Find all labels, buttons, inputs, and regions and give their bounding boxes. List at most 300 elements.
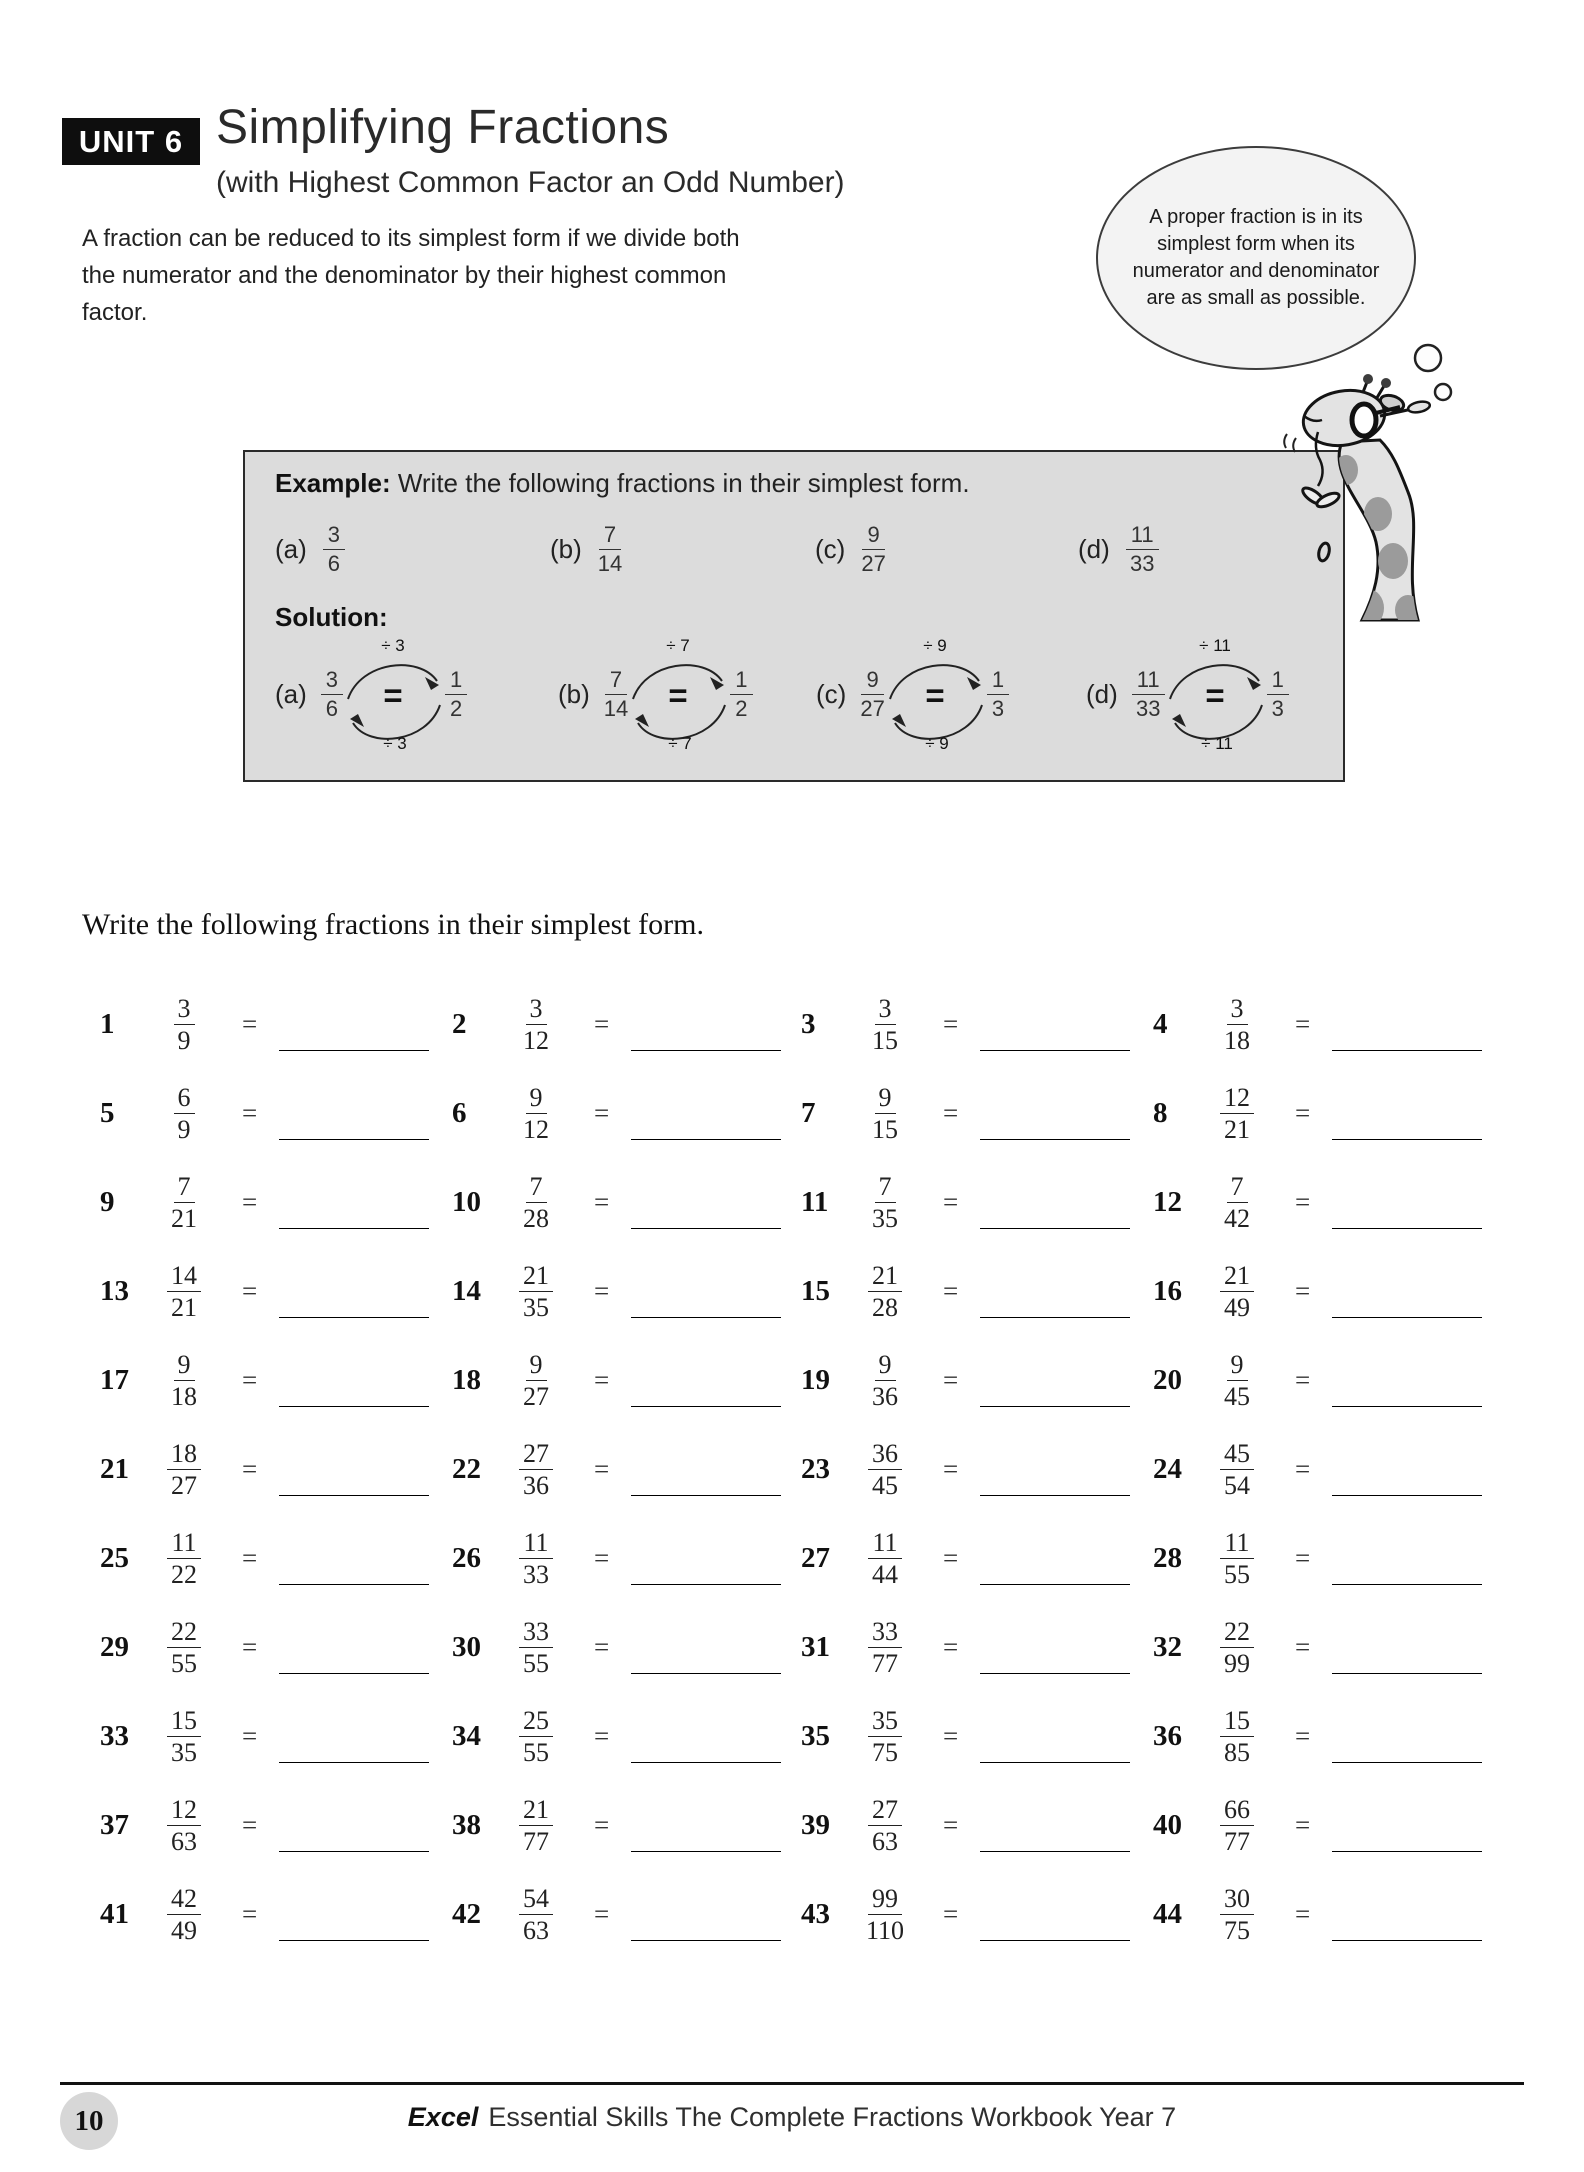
fraction	[1126, 523, 1159, 576]
problem-number: 11	[801, 1186, 829, 1218]
unit-label: UNIT 6	[78, 123, 184, 159]
answer-blank[interactable]	[980, 1050, 1130, 1051]
answer-blank[interactable]	[279, 1940, 429, 1941]
problem-number: 27	[801, 1542, 830, 1574]
fraction-denominator: 36	[872, 1382, 898, 1411]
fraction-denominator: 33	[523, 1560, 549, 1589]
fraction	[152, 1884, 216, 1945]
answer-blank[interactable]	[279, 1228, 429, 1229]
problem-number: 7	[801, 1097, 816, 1129]
problem-number: 35	[801, 1720, 830, 1752]
fraction-numerator: 33	[868, 1617, 902, 1648]
example-problem-label: (a)	[275, 534, 307, 564]
fraction-denominator: 85	[1224, 1738, 1250, 1767]
problem-number: 37	[100, 1809, 129, 1841]
equals-sign: =	[594, 1543, 610, 1573]
fraction-denominator: 9	[177, 1115, 191, 1144]
answer-blank[interactable]	[631, 1139, 781, 1140]
equals-sign: =	[1295, 1632, 1311, 1662]
fraction-denominator: 12	[523, 1115, 549, 1144]
problem-row	[1153, 1528, 1500, 1589]
fraction-numerator: 33	[519, 1617, 553, 1648]
problem-row	[1153, 1083, 1500, 1144]
fraction-numerator: 1	[445, 668, 467, 695]
fraction-numerator: 6	[174, 1083, 195, 1114]
fraction-numerator: 21	[519, 1795, 553, 1826]
answer-blank[interactable]	[631, 1406, 781, 1407]
fraction-denominator: 36	[523, 1471, 549, 1500]
footer-divider	[60, 2082, 1524, 2085]
problem-row	[452, 1706, 801, 1767]
equals-sign: =	[1295, 1810, 1311, 1840]
answer-blank[interactable]	[279, 1851, 429, 1852]
fraction-numerator: 9	[861, 668, 883, 695]
problem-row	[1153, 1172, 1500, 1233]
answer-blank[interactable]	[279, 1139, 429, 1140]
example-problem	[275, 523, 550, 576]
fraction	[504, 1083, 568, 1144]
problem-number: 44	[1153, 1898, 1182, 1930]
fraction-numerator: 12	[167, 1795, 201, 1826]
divisor-bottom-label: ÷ 11	[1200, 734, 1233, 753]
fraction	[1205, 1706, 1269, 1767]
problem-number: 17	[100, 1364, 129, 1396]
fraction-numerator: 7	[599, 523, 621, 550]
problem-row	[452, 1439, 801, 1500]
fraction	[853, 1172, 917, 1233]
problem-row	[100, 1528, 452, 1589]
fraction-denominator: 49	[171, 1916, 197, 1945]
equals-sign: =	[242, 1543, 258, 1573]
fraction-denominator: 27	[861, 551, 886, 576]
equals-sign: =	[943, 1098, 959, 1128]
equals-sign: =	[943, 1810, 959, 1840]
problem-number: 6	[452, 1097, 467, 1129]
equals-sign: =	[242, 1810, 258, 1840]
problem-row	[452, 994, 801, 1055]
problem-number: 16	[1153, 1275, 1182, 1307]
fraction-denominator: 110	[865, 1916, 905, 1945]
answer-blank[interactable]	[279, 1317, 429, 1318]
fraction-numerator: 22	[167, 1617, 201, 1648]
example-heading-text: Write the following fractions in their simplest form.	[390, 468, 970, 498]
problem-number: 24	[1153, 1453, 1182, 1485]
divisor-bottom-label: ÷ 9	[925, 734, 949, 753]
equals-sign: =	[383, 677, 403, 714]
equals-sign: =	[594, 1009, 610, 1039]
answer-blank[interactable]	[631, 1495, 781, 1496]
equals-sign: =	[943, 1365, 959, 1395]
answer-blank[interactable]	[279, 1050, 429, 1051]
problem-number: 15	[801, 1275, 830, 1307]
fraction	[1205, 1083, 1269, 1144]
equals-sign: =	[594, 1454, 610, 1484]
problem-number: 19	[801, 1364, 830, 1396]
page-subtitle: (with Highest Common Factor an Odd Number)	[216, 166, 845, 199]
problem-row	[801, 1528, 1153, 1589]
equals-sign: =	[943, 1454, 959, 1484]
answer-blank[interactable]	[980, 1317, 1130, 1318]
fraction	[504, 1884, 568, 1945]
solution-item-label: (a)	[275, 678, 307, 709]
fraction-denominator: 28	[523, 1204, 549, 1233]
fraction-numerator: 14	[167, 1261, 201, 1292]
problem-row	[452, 1617, 801, 1678]
equals-sign: =	[1295, 1899, 1311, 1929]
problem-number: 34	[452, 1720, 481, 1752]
fraction	[152, 1350, 216, 1411]
answer-blank[interactable]	[1332, 1584, 1482, 1585]
answer-blank[interactable]	[631, 1050, 781, 1051]
fraction-numerator: 9	[526, 1083, 547, 1114]
problem-row	[100, 1172, 452, 1233]
fraction	[504, 994, 568, 1055]
problem-number: 31	[801, 1631, 830, 1663]
fraction-denominator: 21	[171, 1204, 197, 1233]
fraction-denominator: 2	[735, 695, 748, 721]
problem-number: 12	[1153, 1186, 1182, 1218]
problem-number: 4	[1153, 1008, 1168, 1040]
problem-row	[100, 1795, 452, 1856]
result-fraction	[1267, 668, 1289, 721]
problem-number: 2	[452, 1008, 467, 1040]
fraction	[853, 1795, 917, 1856]
example-problem-label: (d)	[1078, 534, 1110, 564]
answer-blank[interactable]	[631, 1228, 781, 1229]
fraction-denominator: 35	[872, 1204, 898, 1233]
fraction-numerator: 11	[167, 1528, 200, 1559]
fraction-denominator: 55	[523, 1649, 549, 1678]
example-problem-label: (b)	[550, 534, 582, 564]
fraction-numerator: 3	[323, 523, 345, 550]
glasses	[1352, 404, 1376, 436]
problem-number: 8	[1153, 1097, 1168, 1129]
solution-item-label: (c)	[816, 678, 847, 709]
fraction	[1205, 1884, 1269, 1945]
fraction-numerator: 25	[519, 1706, 553, 1737]
divisor-top-label: ÷ 3	[381, 636, 405, 655]
fraction-denominator: 63	[171, 1827, 197, 1856]
equals-sign: =	[925, 677, 945, 714]
answer-blank[interactable]	[1332, 1673, 1482, 1674]
fraction	[1205, 1617, 1269, 1678]
fraction-numerator: 9	[875, 1083, 896, 1114]
fraction-denominator: 12	[523, 1026, 549, 1055]
divide-arrows-diagram	[335, 635, 453, 753]
fraction-numerator: 27	[868, 1795, 902, 1826]
bottom-arrowhead	[1172, 714, 1186, 727]
fraction	[323, 523, 345, 576]
divide-arrows-diagram	[620, 635, 738, 753]
divisor-top-label: ÷ 7	[666, 636, 691, 655]
fraction-numerator: 3	[875, 994, 896, 1025]
fraction	[152, 994, 216, 1055]
fraction	[861, 523, 885, 576]
equals-sign: =	[594, 1632, 610, 1662]
problem-number: 32	[1153, 1631, 1182, 1663]
problem-row	[801, 1439, 1153, 1500]
problem-row	[100, 1350, 452, 1411]
answer-blank[interactable]	[980, 1940, 1130, 1941]
answer-blank[interactable]	[279, 1673, 429, 1674]
problem-row	[801, 1350, 1153, 1411]
fraction-denominator: 35	[171, 1738, 197, 1767]
fraction-denominator: 18	[1224, 1026, 1250, 1055]
exercise-instruction: Write the following fractions in their simplest form.	[82, 908, 704, 941]
answer-blank[interactable]	[980, 1406, 1130, 1407]
result-fraction	[730, 668, 752, 721]
fraction-denominator: 6	[325, 695, 339, 721]
answer-blank[interactable]	[631, 1673, 781, 1674]
fraction-numerator: 35	[868, 1706, 902, 1737]
fraction	[504, 1528, 568, 1589]
fraction-numerator: 9	[875, 1350, 896, 1381]
answer-blank[interactable]	[980, 1495, 1130, 1496]
example-problem-label: (c)	[815, 534, 846, 564]
problem-number: 30	[452, 1631, 481, 1663]
fraction	[152, 1439, 216, 1500]
equals-sign: =	[242, 1454, 258, 1484]
fraction	[853, 1884, 917, 1945]
fraction-denominator: 3	[1271, 695, 1284, 721]
fraction-denominator: 28	[872, 1293, 898, 1322]
fraction-numerator: 12	[1220, 1083, 1254, 1114]
equals-sign: =	[594, 1098, 610, 1128]
problem-row	[100, 1083, 452, 1144]
problem-row	[1153, 1617, 1500, 1678]
equals-sign: =	[943, 1632, 959, 1662]
fraction-numerator: 1	[1267, 668, 1289, 695]
fraction-denominator: 63	[872, 1827, 898, 1856]
fraction	[853, 1617, 917, 1678]
fraction-denominator: 63	[523, 1916, 549, 1945]
problem-row	[100, 994, 452, 1055]
answer-blank[interactable]	[1332, 1317, 1482, 1318]
fraction-numerator: 11	[519, 1528, 552, 1559]
giraffe-illustration	[1280, 270, 1480, 630]
problem-row	[452, 1528, 801, 1589]
fraction-numerator: 15	[1220, 1706, 1254, 1737]
fraction	[504, 1172, 568, 1233]
fraction	[1205, 1439, 1269, 1500]
fraction	[152, 1528, 216, 1589]
fraction	[152, 1795, 216, 1856]
fraction-denominator: 42	[1224, 1204, 1250, 1233]
equals-sign: =	[943, 1721, 959, 1751]
fraction-denominator: 3	[991, 695, 1005, 721]
fraction	[598, 523, 622, 576]
fraction-numerator: 45	[1220, 1439, 1254, 1470]
top-arrowhead	[425, 677, 439, 690]
problem-row	[100, 1261, 452, 1322]
problem-row	[801, 1261, 1153, 1322]
fraction-numerator: 7	[174, 1172, 195, 1203]
problem-number: 20	[1153, 1364, 1182, 1396]
solution-item	[558, 635, 816, 753]
answer-blank[interactable]	[1332, 1050, 1482, 1051]
problem-number: 14	[452, 1275, 481, 1307]
motion-lines	[1284, 434, 1296, 452]
fraction-numerator: 66	[1220, 1795, 1254, 1826]
answer-blank[interactable]	[980, 1228, 1130, 1229]
fraction	[504, 1439, 568, 1500]
answer-blank[interactable]	[1332, 1851, 1482, 1852]
bottom-arrowhead	[635, 714, 649, 727]
problem-number: 39	[801, 1809, 830, 1841]
fraction-numerator: 3	[321, 668, 343, 695]
fraction-denominator: 15	[872, 1115, 898, 1144]
answer-blank[interactable]	[980, 1851, 1130, 1852]
answer-blank[interactable]	[631, 1940, 781, 1941]
answer-blank[interactable]	[1332, 1228, 1482, 1229]
equals-sign: =	[242, 1365, 258, 1395]
thought-bubble: A proper fraction is in its simplest form when its numerator and denominator are as small as possible.	[1096, 146, 1416, 370]
problem-row	[100, 1706, 452, 1767]
fraction	[853, 994, 917, 1055]
fraction-denominator: 75	[872, 1738, 898, 1767]
problem-row	[1153, 1795, 1500, 1856]
fraction	[504, 1350, 568, 1411]
divisor-bottom-label: ÷ 7	[668, 734, 693, 753]
fraction-numerator: 9	[862, 523, 884, 550]
divisor-top-label: ÷ 11	[1198, 636, 1231, 655]
answer-blank[interactable]	[631, 1584, 781, 1585]
equals-sign: =	[594, 1899, 610, 1929]
answer-blank[interactable]	[1332, 1495, 1482, 1496]
answer-blank[interactable]	[980, 1584, 1130, 1585]
fraction-numerator: 11	[1220, 1528, 1253, 1559]
answer-blank[interactable]	[1332, 1139, 1482, 1140]
equals-sign: =	[242, 1276, 258, 1306]
equals-sign: =	[1295, 1365, 1311, 1395]
problem-number: 10	[452, 1186, 481, 1218]
fraction-numerator: 36	[868, 1439, 902, 1470]
answer-blank[interactable]	[1332, 1762, 1482, 1763]
problem-number: 38	[452, 1809, 481, 1841]
fraction-numerator: 7	[526, 1172, 547, 1203]
problem-number: 1	[100, 1008, 115, 1040]
equals-sign: =	[242, 1187, 258, 1217]
fraction	[853, 1706, 917, 1767]
fraction-numerator: 7	[1227, 1172, 1248, 1203]
fraction	[1205, 1795, 1269, 1856]
fraction-denominator: 9	[177, 1026, 191, 1055]
equals-sign: =	[242, 1721, 258, 1751]
problem-number: 29	[100, 1631, 129, 1663]
equals-sign: =	[1295, 1543, 1311, 1573]
problem-row	[452, 1172, 801, 1233]
answer-blank[interactable]	[980, 1139, 1130, 1140]
problem-row	[452, 1350, 801, 1411]
unit-badge	[62, 118, 200, 165]
fraction-denominator: 55	[1224, 1560, 1250, 1589]
answer-blank[interactable]	[279, 1584, 429, 1585]
answer-blank[interactable]	[631, 1762, 781, 1763]
problem-row	[1153, 1439, 1500, 1500]
fraction-numerator: 9	[526, 1350, 547, 1381]
problem-row	[1153, 1350, 1500, 1411]
problem-number: 23	[801, 1453, 830, 1485]
fraction-denominator: 14	[597, 551, 623, 576]
fraction-denominator: 54	[1224, 1471, 1250, 1500]
fraction-numerator: 21	[1220, 1261, 1254, 1292]
fraction-denominator: 77	[1224, 1827, 1250, 1856]
fraction-denominator: 75	[1224, 1916, 1250, 1945]
fraction-denominator: 2	[450, 695, 463, 721]
fraction	[853, 1528, 917, 1589]
fraction-numerator: 30	[1220, 1884, 1254, 1915]
fraction-numerator: 21	[519, 1261, 553, 1292]
fraction-numerator: 15	[167, 1706, 201, 1737]
fraction	[504, 1617, 568, 1678]
fraction-denominator: 15	[872, 1026, 898, 1055]
problem-row	[801, 1795, 1153, 1856]
top-arrowhead	[967, 677, 981, 690]
answer-blank[interactable]	[279, 1762, 429, 1763]
example-heading	[275, 468, 1343, 499]
solution-item	[275, 635, 558, 753]
equals-sign: =	[943, 1187, 959, 1217]
fraction-numerator: 11	[1132, 668, 1165, 695]
divisor-bottom-label: ÷ 3	[383, 734, 407, 753]
problem-row	[452, 1083, 801, 1144]
fraction-denominator: 45	[872, 1471, 898, 1500]
problem-row	[1153, 1884, 1500, 1945]
fraction	[1205, 1261, 1269, 1322]
fraction-numerator: 3	[174, 994, 195, 1025]
fraction	[152, 1172, 216, 1233]
divisor-top-label: ÷ 9	[923, 636, 947, 655]
problem-row	[452, 1795, 801, 1856]
example-problems-row	[275, 523, 1343, 576]
fraction	[1205, 1172, 1269, 1233]
equals-sign: =	[594, 1810, 610, 1840]
twig-leaf	[1407, 400, 1431, 414]
fraction	[504, 1261, 568, 1322]
divide-arrows-diagram	[1157, 635, 1275, 753]
fraction-numerator: 22	[1220, 1617, 1254, 1648]
answer-blank[interactable]	[980, 1673, 1130, 1674]
answer-blank[interactable]	[631, 1851, 781, 1852]
equals-sign: =	[242, 1632, 258, 1662]
fraction-numerator: 42	[167, 1884, 201, 1915]
fraction	[853, 1439, 917, 1500]
example-problem	[550, 523, 815, 576]
equals-sign: =	[668, 677, 688, 714]
fraction-denominator: 77	[872, 1649, 898, 1678]
solution-item-label: (d)	[1086, 678, 1118, 709]
fraction-denominator: 45	[1224, 1382, 1250, 1411]
problem-row	[801, 1617, 1153, 1678]
problem-number: 28	[1153, 1542, 1182, 1574]
answer-blank[interactable]	[631, 1317, 781, 1318]
answer-blank[interactable]	[1332, 1406, 1482, 1407]
answer-blank[interactable]	[279, 1406, 429, 1407]
solution-item-label: (b)	[558, 678, 590, 709]
fraction	[152, 1706, 216, 1767]
solution-item	[1086, 635, 1343, 753]
fraction-numerator: 21	[868, 1261, 902, 1292]
problem-row	[801, 1083, 1153, 1144]
fraction-numerator: 18	[167, 1439, 201, 1470]
answer-blank[interactable]	[279, 1495, 429, 1496]
problem-number: 21	[100, 1453, 129, 1485]
fraction-numerator: 3	[1227, 994, 1248, 1025]
problem-row	[801, 1706, 1153, 1767]
answer-blank[interactable]	[980, 1762, 1130, 1763]
answer-blank[interactable]	[1332, 1940, 1482, 1941]
solution-row	[275, 635, 1343, 753]
